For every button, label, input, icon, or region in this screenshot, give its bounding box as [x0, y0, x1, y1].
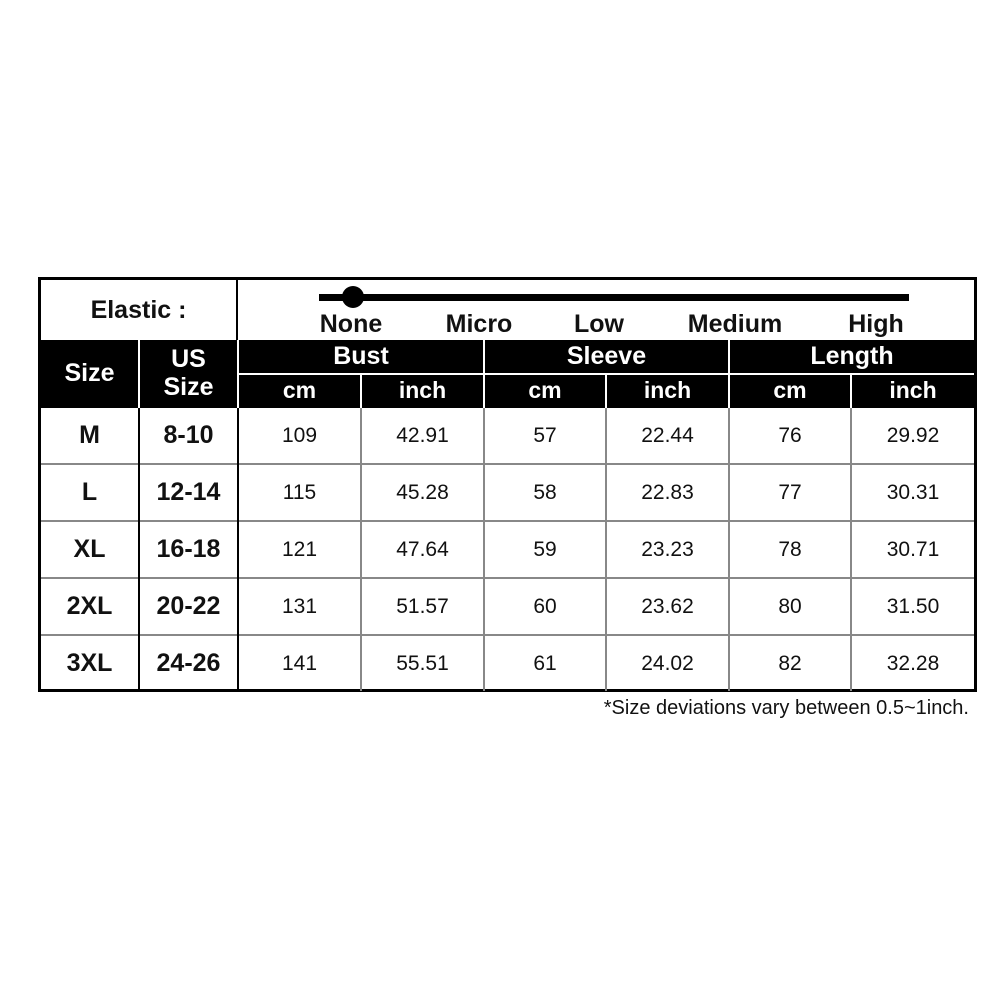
size-table: [41, 340, 974, 691]
elastic-label: Elastic :: [41, 280, 238, 340]
bust-cm-cell: 121: [238, 521, 361, 578]
header-bust-inch: inch: [361, 374, 484, 407]
header-sleeve: Sleeve: [484, 340, 729, 374]
size-cell: M: [41, 407, 139, 464]
bust-inch-cell: 42.91: [361, 407, 484, 464]
length-inch-cell: 29.92: [851, 407, 974, 464]
sleeve-cm-cell: 57: [484, 407, 606, 464]
length-cm-cell: 76: [729, 407, 851, 464]
bust-cm-cell: 131: [238, 578, 361, 635]
size-cell: 2XL: [41, 578, 139, 635]
size-cell: L: [41, 464, 139, 521]
length-inch-cell: 32.28: [851, 635, 974, 691]
bust-inch-cell: 47.64: [361, 521, 484, 578]
size-cell: XL: [41, 521, 139, 578]
header-length-cm: cm: [729, 374, 851, 407]
elastic-scale-track: [319, 294, 909, 301]
table-row: [41, 521, 974, 578]
bust-inch-cell: 51.57: [361, 578, 484, 635]
elastic-level-micro: Micro: [445, 310, 513, 338]
header-length-inch: inch: [851, 374, 974, 407]
elastic-level-low: Low: [574, 310, 624, 338]
bust-cm-cell: 115: [238, 464, 361, 521]
header-bust: Bust: [238, 340, 484, 374]
us-size-cell: 12-14: [139, 464, 238, 521]
header-length: Length: [729, 340, 974, 374]
length-cm-cell: 77: [729, 464, 851, 521]
length-inch-cell: 31.50: [851, 578, 974, 635]
elastic-level-medium: Medium: [687, 310, 783, 338]
elastic-indicator-dot: [342, 286, 364, 308]
length-inch-cell: 30.71: [851, 521, 974, 578]
header-sleeve-cm: cm: [484, 374, 606, 407]
us-size-cell: 16-18: [139, 521, 238, 578]
bust-inch-cell: 45.28: [361, 464, 484, 521]
elastic-row: [41, 280, 974, 342]
sleeve-inch-cell: 22.83: [606, 464, 729, 521]
elastic-level-high: High: [848, 310, 904, 338]
bust-inch-cell: 55.51: [361, 635, 484, 691]
length-inch-cell: 30.31: [851, 464, 974, 521]
sleeve-inch-cell: 23.62: [606, 578, 729, 635]
elastic-level-none: None: [319, 310, 383, 338]
table-row: [41, 407, 974, 464]
sleeve-inch-cell: 23.23: [606, 521, 729, 578]
sleeve-cm-cell: 59: [484, 521, 606, 578]
bust-cm-cell: 141: [238, 635, 361, 691]
sleeve-cm-cell: 61: [484, 635, 606, 691]
length-cm-cell: 78: [729, 521, 851, 578]
table-row: [41, 464, 974, 521]
us-size-cell: 8-10: [139, 407, 238, 464]
header-bust-cm: cm: [238, 374, 361, 407]
us-size-cell: 20-22: [139, 578, 238, 635]
bust-cm-cell: 109: [238, 407, 361, 464]
length-cm-cell: 82: [729, 635, 851, 691]
sleeve-cm-cell: 60: [484, 578, 606, 635]
header-us-size: [139, 340, 238, 407]
sleeve-inch-cell: 22.44: [606, 407, 729, 464]
size-chart: [38, 277, 977, 692]
sleeve-inch-cell: 24.02: [606, 635, 729, 691]
header-sleeve-inch: inch: [606, 374, 729, 407]
size-deviation-note: *Size deviations vary between 0.5~1inch.: [603, 697, 969, 719]
us-size-cell: 24-26: [139, 635, 238, 691]
sleeve-cm-cell: 58: [484, 464, 606, 521]
header-size: Size: [41, 340, 139, 407]
header-us-size-line1: US: [171, 345, 206, 373]
table-row: [41, 578, 974, 635]
table-row: [41, 635, 974, 691]
length-cm-cell: 80: [729, 578, 851, 635]
size-cell: 3XL: [41, 635, 139, 691]
header-us-size-line2: Size: [163, 373, 214, 401]
